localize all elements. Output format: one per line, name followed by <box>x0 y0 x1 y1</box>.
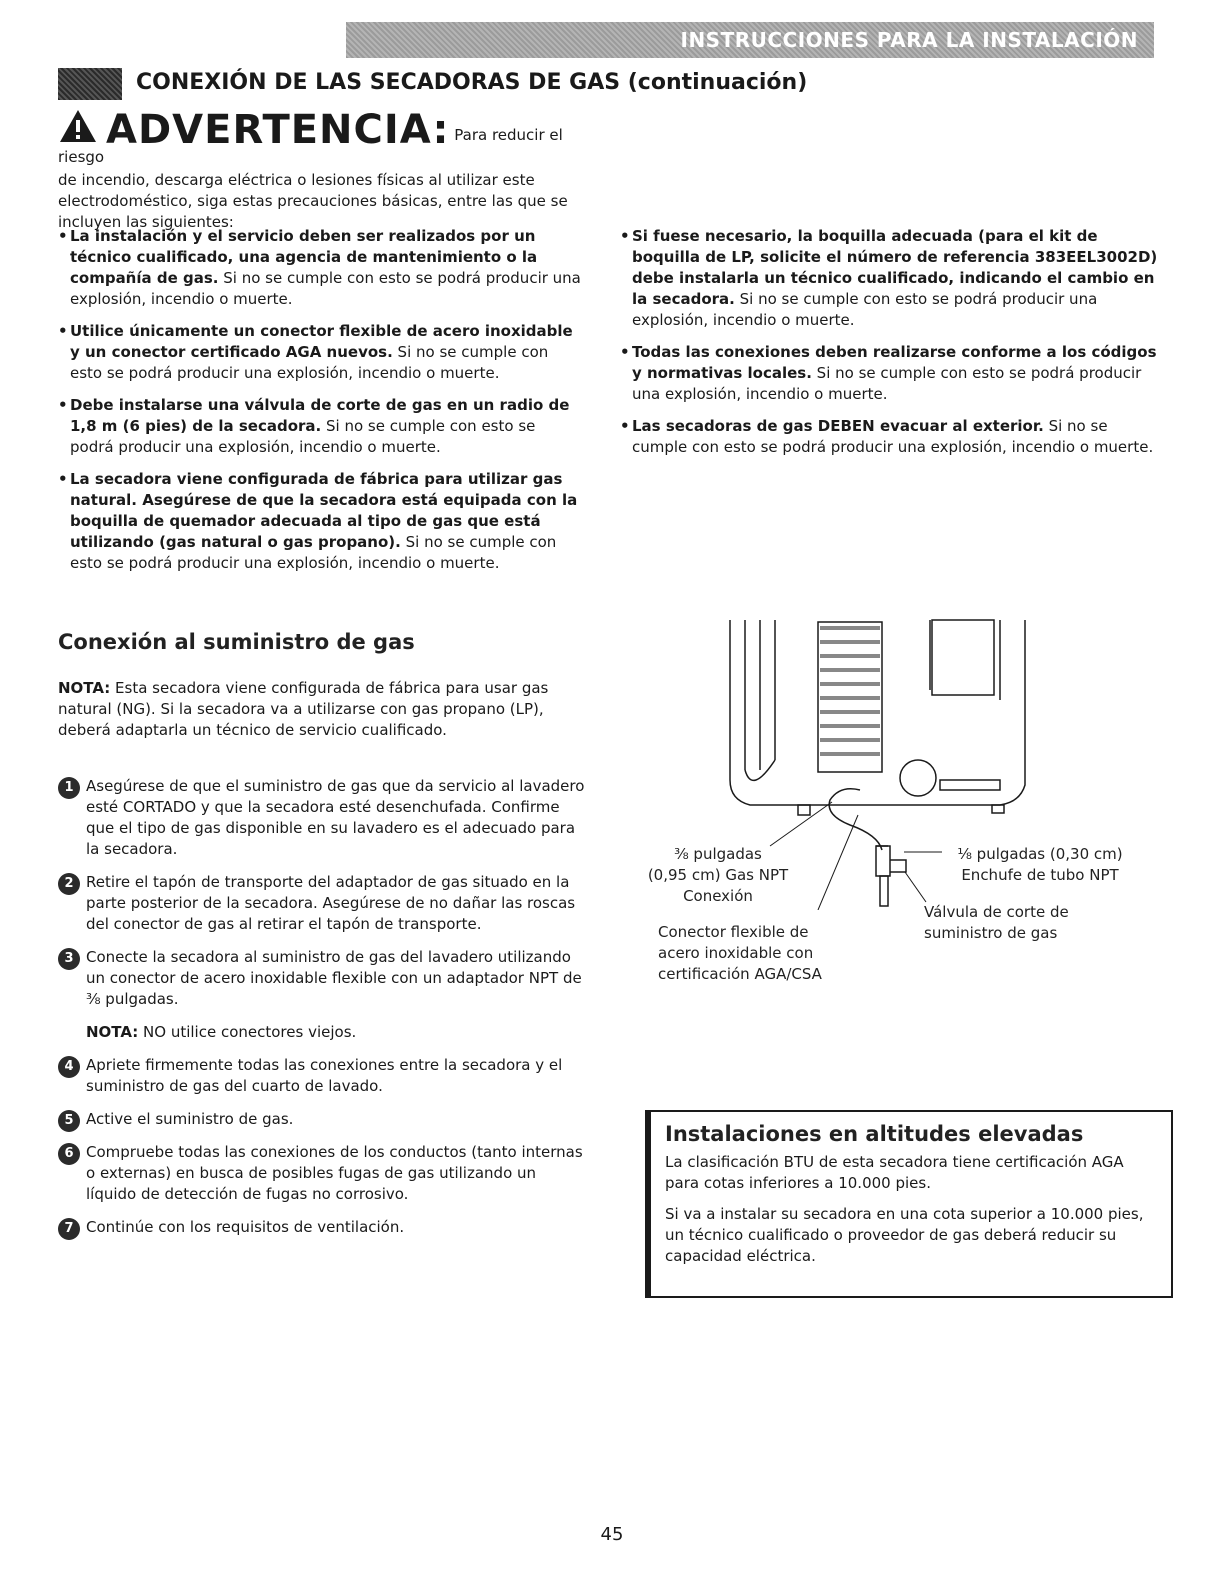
section-marker <box>58 68 122 100</box>
step-number-icon: 4 <box>58 1056 80 1078</box>
warning-intro: de incendio, descarga eléctrica o lesiones físicas al utilizar este electrodoméstico, siga estas precauciones básicas, entre las que se incluyen las siguientes: <box>58 171 568 231</box>
step-6: 6 Compruebe todas las conexiones de los conductos (tanto internas o externas) en busca de posibles fugas de gas utilizando un líquido de detección de fugas no corrosivo. <box>58 1142 588 1205</box>
step-number-icon: 1 <box>58 777 80 799</box>
section-title <box>136 66 807 100</box>
step-5: 5 Active el suministro de gas. <box>58 1109 588 1130</box>
section-title-text: CONEXIÓN DE LAS SECADORAS DE GAS <box>136 70 621 95</box>
warning-intro-first: Para reducir el riesgo <box>58 126 563 166</box>
step-number-icon: 7 <box>58 1218 80 1240</box>
label-shutoff-valve: Válvula de corte de suministro de gas <box>924 903 1069 942</box>
warning-block <box>58 108 598 233</box>
high-altitude-heading: Instalaciones en altitudes elevadas <box>665 1122 1084 1146</box>
step-3: 3 Conecte la secadora al suministro de gas del lavadero utilizando un conector de acero inoxidable flexible con un adaptador NPT de ⅜ pulgadas. <box>58 947 588 1010</box>
right-warning-list <box>620 226 1160 469</box>
list-item: • Si fuese necesario, la boquilla adecuada (para el kit de boquilla de LP, solicite el número de referencia 383EEL3002D) debe instalarla un técnico cualificado, indicando el cambio en la secadora. Si no se cumple con esto se podrá producir una explosión, incendio o muerte. <box>620 226 1160 331</box>
step-number-icon: 3 <box>58 948 80 970</box>
warning-heading: ADVERTENCIA: <box>106 107 450 153</box>
high-altitude-box <box>645 1110 1173 1298</box>
high-altitude-p1: La clasificación BTU de esta secadora tiene certificación AGA para cotas inferiores a 10.000 pies. <box>665 1153 1124 1192</box>
list-item: • Debe instalarse una válvula de corte de gas en un radio de 1,8 m (6 pies) de la secadora. Si no se cumple con esto se podrá producir una explosión, incendio o muerte. <box>58 395 583 458</box>
install-steps <box>58 776 588 1250</box>
step-number-icon: 6 <box>58 1143 80 1165</box>
section-continued: (continuación) <box>627 70 808 95</box>
step-number-icon: 2 <box>58 873 80 895</box>
step-number-icon: 5 <box>58 1110 80 1132</box>
left-warning-list <box>58 226 583 585</box>
list-item: • Utilice únicamente un conector flexible de acero inoxidable y un conector certificado AGA nuevos. Si no se cumple con esto se podrá producir una explosión, incendio o muerte. <box>58 321 583 384</box>
label-pipe-plug: ⅛ pulgadas (0,30 cm) Enchufe de tubo NPT <box>957 845 1123 884</box>
list-item: • La secadora viene configurada de fábrica para utilizar gas natural. Asegúrese de que la secadora está equipada con la boquilla de quemador adecuada al tipo de gas que está utilizando (gas natural o gas propano). Si no se cumple con esto se podrá producir una explosión, incendio o muerte. <box>58 469 583 574</box>
warning-triangle-icon <box>58 108 98 144</box>
list-item: • Todas las conexiones deben realizarse conforme a los códigos y normativas locales. Si no se cumple con esto se podrá producir una explosión, incendio o muerte. <box>620 342 1160 405</box>
page-number: 45 <box>600 1524 624 1545</box>
step-2: 2 Retire el tapón de transporte del adaptador de gas situado en la parte posterior de la secadora. Asegúrese de no dañar las roscas del conector de gas al retirar el tapón de transporte. <box>58 872 588 935</box>
list-item: • Las secadoras de gas DEBEN evacuar al exterior. Si no se cumple con esto se podrá producir una explosión, incendio o muerte. <box>620 416 1160 458</box>
gas-supply-note: NOTA: Esta secadora viene configurada de fábrica para usar gas natural (NG). Si la secadora va a utilizarse con gas propano (LP), deberá adaptarla un técnico de servicio cualificado. <box>58 679 549 739</box>
step-4: 4 Apriete firmemente todas las conexiones entre la secadora y el suministro de gas del cuarto de lavado. <box>58 1055 588 1097</box>
step-7: 7 Continúe con los requisitos de ventilación. <box>58 1217 588 1238</box>
header-banner: INSTRUCCIONES PARA LA INSTALACIÓN <box>346 22 1154 58</box>
label-flex-connector: Conector flexible de acero inoxidable con certificación AGA/CSA <box>658 923 822 983</box>
gas-supply-heading: Conexión al suministro de gas <box>58 630 415 654</box>
label-gas-connection: ⅜ pulgadas (0,95 cm) Gas NPT Conexión <box>647 845 789 905</box>
step-1: 1 Asegúrese de que el suministro de gas que da servicio al lavadero esté CORTADO y que la secadora esté desenchufada. Confirme que el tipo de gas disponible en su lavadero es el adecuado para la secadora. <box>58 776 588 860</box>
high-altitude-p2: Si va a instalar su secadora en una cota superior a 10.000 pies, un técnico cualificado o proveedor de gas deberá reducir su capacidad eléctrica. <box>665 1205 1144 1265</box>
list-item: • La instalación y el servicio deben ser realizados por un técnico cualificado, una agencia de mantenimiento o la compañía de gas. Si no se cumple con esto se podrá producir una explosión, incendio o muerte. <box>58 226 583 310</box>
old-connector-note: NOTA: NO utilice conectores viejos. <box>86 1023 357 1041</box>
